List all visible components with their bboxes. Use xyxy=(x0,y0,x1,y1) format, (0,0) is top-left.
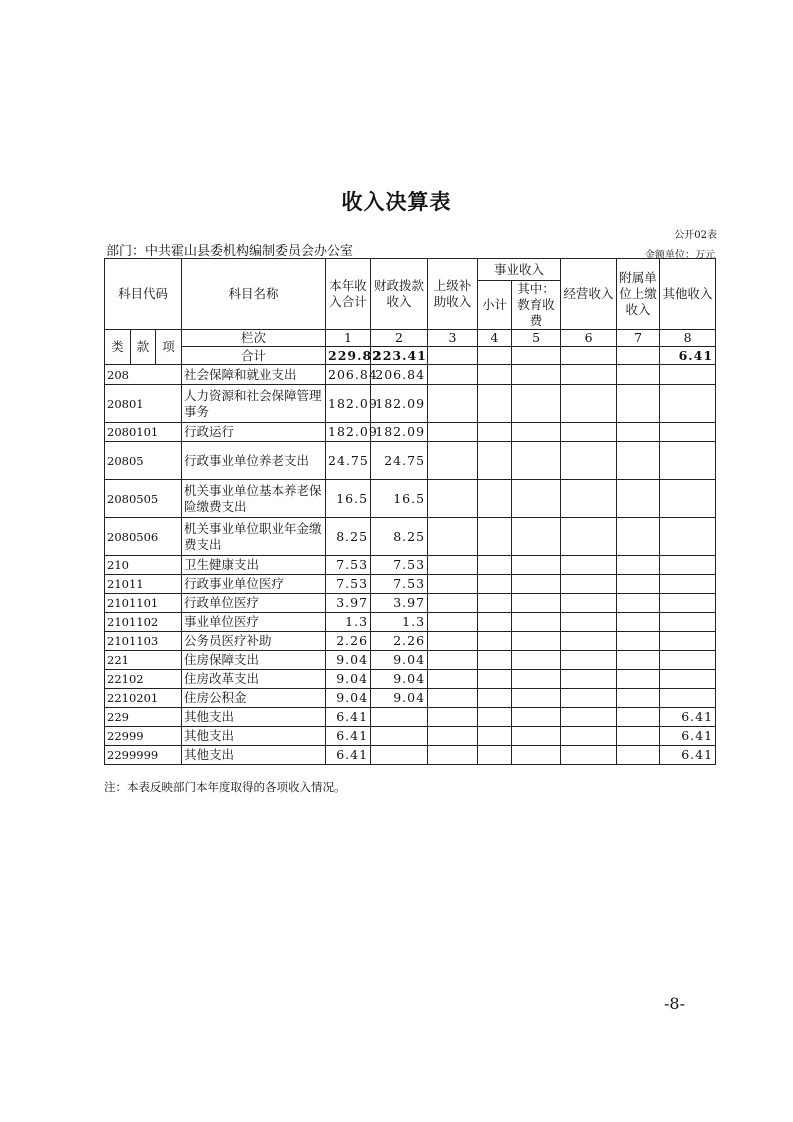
row-c2: 16.5 xyxy=(371,480,428,518)
row-c6 xyxy=(561,442,617,480)
table-row xyxy=(105,385,716,423)
row-c1: 182.09 xyxy=(326,423,371,442)
row-c7 xyxy=(617,385,660,423)
column-number: 1 xyxy=(326,330,371,347)
row-code: 2080506 xyxy=(105,518,182,556)
row-c6 xyxy=(561,480,617,518)
table-row xyxy=(105,365,716,385)
row-c2: 8.25 xyxy=(371,518,428,556)
table-row xyxy=(105,594,716,613)
row-c7 xyxy=(617,651,660,670)
row-c4 xyxy=(478,727,512,746)
row-name: 人力资源和社会保障管理事务 xyxy=(182,385,326,423)
row-c5 xyxy=(512,613,561,632)
row-c1: 7.53 xyxy=(326,556,371,575)
header-lei: 类 xyxy=(105,330,131,365)
footnote: 注：本表反映部门本年度取得的各项收入情况。 xyxy=(104,780,346,794)
row-name: 行政事业单位养老支出 xyxy=(182,442,326,480)
column-number: 6 xyxy=(561,330,617,347)
row-code: 2299999 xyxy=(105,746,182,765)
row-c5 xyxy=(512,727,561,746)
row-c8 xyxy=(660,613,716,632)
row-c6 xyxy=(561,556,617,575)
row-code: 22102 xyxy=(105,670,182,689)
total-c1: 229.82 xyxy=(326,347,371,365)
row-c3 xyxy=(428,613,478,632)
row-c5 xyxy=(512,365,561,385)
total-c2: 223.41 xyxy=(371,347,428,365)
row-name: 其他支出 xyxy=(182,727,326,746)
row-c1: 206.84 xyxy=(326,365,371,385)
table-row xyxy=(105,651,716,670)
header-xiang: 项 xyxy=(156,330,182,365)
row-c4 xyxy=(478,689,512,708)
row-c6 xyxy=(561,746,617,765)
row-c8 xyxy=(660,651,716,670)
row-c7 xyxy=(617,423,660,442)
row-c2: 206.84 xyxy=(371,365,428,385)
row-c3 xyxy=(428,689,478,708)
row-code: 21011 xyxy=(105,575,182,594)
row-c4 xyxy=(478,670,512,689)
row-name: 其他支出 xyxy=(182,746,326,765)
row-c6 xyxy=(561,594,617,613)
column-number: 5 xyxy=(512,330,561,347)
row-c1: 6.41 xyxy=(326,727,371,746)
row-c4 xyxy=(478,365,512,385)
row-c7 xyxy=(617,556,660,575)
total-label: 合计 xyxy=(182,347,326,365)
row-c4 xyxy=(478,746,512,765)
row-c8 xyxy=(660,385,716,423)
table-row xyxy=(105,689,716,708)
row-name: 住房公积金 xyxy=(182,689,326,708)
table-row xyxy=(105,575,716,594)
row-c1: 2.26 xyxy=(326,632,371,651)
row-c3 xyxy=(428,727,478,746)
row-c7 xyxy=(617,518,660,556)
row-c5 xyxy=(512,708,561,727)
row-code: 2101103 xyxy=(105,632,182,651)
row-c5 xyxy=(512,746,561,765)
row-c3 xyxy=(428,442,478,480)
department-label: 部门：中共霍山县委机构编制委员会办公室 xyxy=(106,244,354,259)
row-name: 行政单位医疗 xyxy=(182,594,326,613)
row-c1: 7.53 xyxy=(326,575,371,594)
row-code: 2101102 xyxy=(105,613,182,632)
row-c4 xyxy=(478,480,512,518)
table-row xyxy=(105,518,716,556)
row-c2: 24.75 xyxy=(371,442,428,480)
row-c2: 182.09 xyxy=(371,385,428,423)
row-c4 xyxy=(478,594,512,613)
row-c4 xyxy=(478,385,512,423)
row-c5 xyxy=(512,385,561,423)
row-name: 卫生健康支出 xyxy=(182,556,326,575)
table-row xyxy=(105,442,716,480)
row-c2: 7.53 xyxy=(371,575,428,594)
row-c6 xyxy=(561,670,617,689)
header-lanci: 栏次 xyxy=(182,330,326,347)
row-name: 机关事业单位基本养老保险缴费支出 xyxy=(182,480,326,518)
header-affiliate-revenue: 附属单位上缴收入 xyxy=(617,259,660,330)
row-c6 xyxy=(561,423,617,442)
row-c7 xyxy=(617,442,660,480)
row-name: 住房改革支出 xyxy=(182,670,326,689)
header-kuan: 款 xyxy=(131,330,156,365)
row-c3 xyxy=(428,575,478,594)
row-c1: 24.75 xyxy=(326,442,371,480)
row-c4 xyxy=(478,632,512,651)
row-c5 xyxy=(512,632,561,651)
row-c6 xyxy=(561,689,617,708)
row-c8 xyxy=(660,670,716,689)
column-number-row xyxy=(105,330,716,347)
column-number: 8 xyxy=(660,330,716,347)
amount-unit-label: 金额单位：万元 xyxy=(645,250,715,261)
row-c8 xyxy=(660,423,716,442)
row-c7 xyxy=(617,594,660,613)
row-c3 xyxy=(428,746,478,765)
table-row xyxy=(105,727,716,746)
row-c8 xyxy=(660,442,716,480)
row-c8: 6.41 xyxy=(660,727,716,746)
row-c5 xyxy=(512,670,561,689)
row-c2: 9.04 xyxy=(371,651,428,670)
row-c5 xyxy=(512,651,561,670)
row-c2: 9.04 xyxy=(371,670,428,689)
row-c5 xyxy=(512,689,561,708)
form-number: 公开02表 xyxy=(674,230,717,241)
row-c1: 16.5 xyxy=(326,480,371,518)
table-row xyxy=(105,556,716,575)
row-name: 行政运行 xyxy=(182,423,326,442)
row-c4 xyxy=(478,442,512,480)
header-superior-subsidy: 上级补助收入 xyxy=(428,259,478,330)
table-row xyxy=(105,632,716,651)
header-subtotal: 小计 xyxy=(478,281,512,330)
header-fiscal-appropriation: 财政拨款收入 xyxy=(371,259,428,330)
row-c6 xyxy=(561,708,617,727)
row-c3 xyxy=(428,670,478,689)
row-code: 20805 xyxy=(105,442,182,480)
row-name: 住房保障支出 xyxy=(182,651,326,670)
row-c2: 182.09 xyxy=(371,423,428,442)
row-c5 xyxy=(512,480,561,518)
row-c3 xyxy=(428,632,478,651)
row-c4 xyxy=(478,575,512,594)
row-code: 22999 xyxy=(105,727,182,746)
row-c4 xyxy=(478,423,512,442)
row-c6 xyxy=(561,613,617,632)
row-c7 xyxy=(617,727,660,746)
row-c5 xyxy=(512,518,561,556)
row-c6 xyxy=(561,518,617,556)
row-code: 2210201 xyxy=(105,689,182,708)
row-code: 20801 xyxy=(105,385,182,423)
column-number: 4 xyxy=(478,330,512,347)
row-c7 xyxy=(617,746,660,765)
row-c8 xyxy=(660,556,716,575)
row-c3 xyxy=(428,518,478,556)
header-code: 科目代码 xyxy=(105,259,182,330)
row-c1: 6.41 xyxy=(326,746,371,765)
row-c1: 1.3 xyxy=(326,613,371,632)
row-c1: 8.25 xyxy=(326,518,371,556)
row-name: 其他支出 xyxy=(182,708,326,727)
row-c5 xyxy=(512,556,561,575)
table-row xyxy=(105,423,716,442)
row-c2 xyxy=(371,708,428,727)
header-name: 科目名称 xyxy=(182,259,326,330)
table-row xyxy=(105,746,716,765)
row-name: 事业单位医疗 xyxy=(182,613,326,632)
row-c7 xyxy=(617,365,660,385)
row-c3 xyxy=(428,651,478,670)
row-code: 208 xyxy=(105,365,182,385)
row-c4 xyxy=(478,613,512,632)
row-name: 公务员医疗补助 xyxy=(182,632,326,651)
row-c8 xyxy=(660,518,716,556)
row-code: 2080101 xyxy=(105,423,182,442)
row-c6 xyxy=(561,632,617,651)
row-c7 xyxy=(617,575,660,594)
row-code: 2080505 xyxy=(105,480,182,518)
row-c8: 6.41 xyxy=(660,708,716,727)
table-row xyxy=(105,480,716,518)
row-code: 221 xyxy=(105,651,182,670)
row-c6 xyxy=(561,651,617,670)
row-c6 xyxy=(561,575,617,594)
row-c7 xyxy=(617,670,660,689)
row-c2: 7.53 xyxy=(371,556,428,575)
row-c8 xyxy=(660,632,716,651)
row-c4 xyxy=(478,556,512,575)
page-title: 收入决算表 xyxy=(341,190,452,214)
row-c2: 2.26 xyxy=(371,632,428,651)
row-c8 xyxy=(660,575,716,594)
row-c1: 3.97 xyxy=(326,594,371,613)
total-c8: 6.41 xyxy=(660,347,716,365)
row-c1: 182.09 xyxy=(326,385,371,423)
row-code: 2101101 xyxy=(105,594,182,613)
row-c3 xyxy=(428,556,478,575)
row-c6 xyxy=(561,727,617,746)
header-operating-revenue: 经营收入 xyxy=(561,259,617,330)
row-c7 xyxy=(617,480,660,518)
row-c1: 9.04 xyxy=(326,651,371,670)
row-c4 xyxy=(478,518,512,556)
row-c3 xyxy=(428,365,478,385)
row-c5 xyxy=(512,442,561,480)
row-c5 xyxy=(512,594,561,613)
row-name: 机关事业单位职业年金缴费支出 xyxy=(182,518,326,556)
row-c3 xyxy=(428,385,478,423)
row-c6 xyxy=(561,365,617,385)
row-c3 xyxy=(428,594,478,613)
row-c3 xyxy=(428,708,478,727)
row-c4 xyxy=(478,708,512,727)
row-c1: 9.04 xyxy=(326,689,371,708)
header-business-revenue: 事业收入 xyxy=(478,259,561,281)
row-c8 xyxy=(660,480,716,518)
header-total-revenue: 本年收入合计 xyxy=(326,259,371,330)
column-number: 7 xyxy=(617,330,660,347)
row-c2 xyxy=(371,727,428,746)
total-row xyxy=(105,347,716,365)
row-c7 xyxy=(617,708,660,727)
row-c4 xyxy=(478,651,512,670)
row-c8 xyxy=(660,365,716,385)
row-c7 xyxy=(617,689,660,708)
header-education-fees: 其中：教育收费 xyxy=(512,281,561,330)
row-code: 229 xyxy=(105,708,182,727)
row-c3 xyxy=(428,423,478,442)
column-number: 3 xyxy=(428,330,478,347)
row-c5 xyxy=(512,423,561,442)
table-row xyxy=(105,670,716,689)
page-number: -8- xyxy=(664,994,685,1013)
row-c2: 1.3 xyxy=(371,613,428,632)
row-code: 210 xyxy=(105,556,182,575)
row-name: 社会保障和就业支出 xyxy=(182,365,326,385)
table-row xyxy=(105,708,716,727)
row-c5 xyxy=(512,575,561,594)
row-c3 xyxy=(428,480,478,518)
row-c7 xyxy=(617,632,660,651)
row-c1: 6.41 xyxy=(326,708,371,727)
row-c8: 6.41 xyxy=(660,746,716,765)
header-row xyxy=(105,259,716,281)
row-c6 xyxy=(561,385,617,423)
header-other-revenue: 其他收入 xyxy=(660,259,716,330)
row-c1: 9.04 xyxy=(326,670,371,689)
row-c2 xyxy=(371,746,428,765)
table-row xyxy=(105,613,716,632)
revenue-table xyxy=(104,258,716,765)
row-c8 xyxy=(660,689,716,708)
row-c2: 3.97 xyxy=(371,594,428,613)
column-number: 2 xyxy=(371,330,428,347)
row-c8 xyxy=(660,594,716,613)
row-c2: 9.04 xyxy=(371,689,428,708)
row-name: 行政事业单位医疗 xyxy=(182,575,326,594)
row-c7 xyxy=(617,613,660,632)
